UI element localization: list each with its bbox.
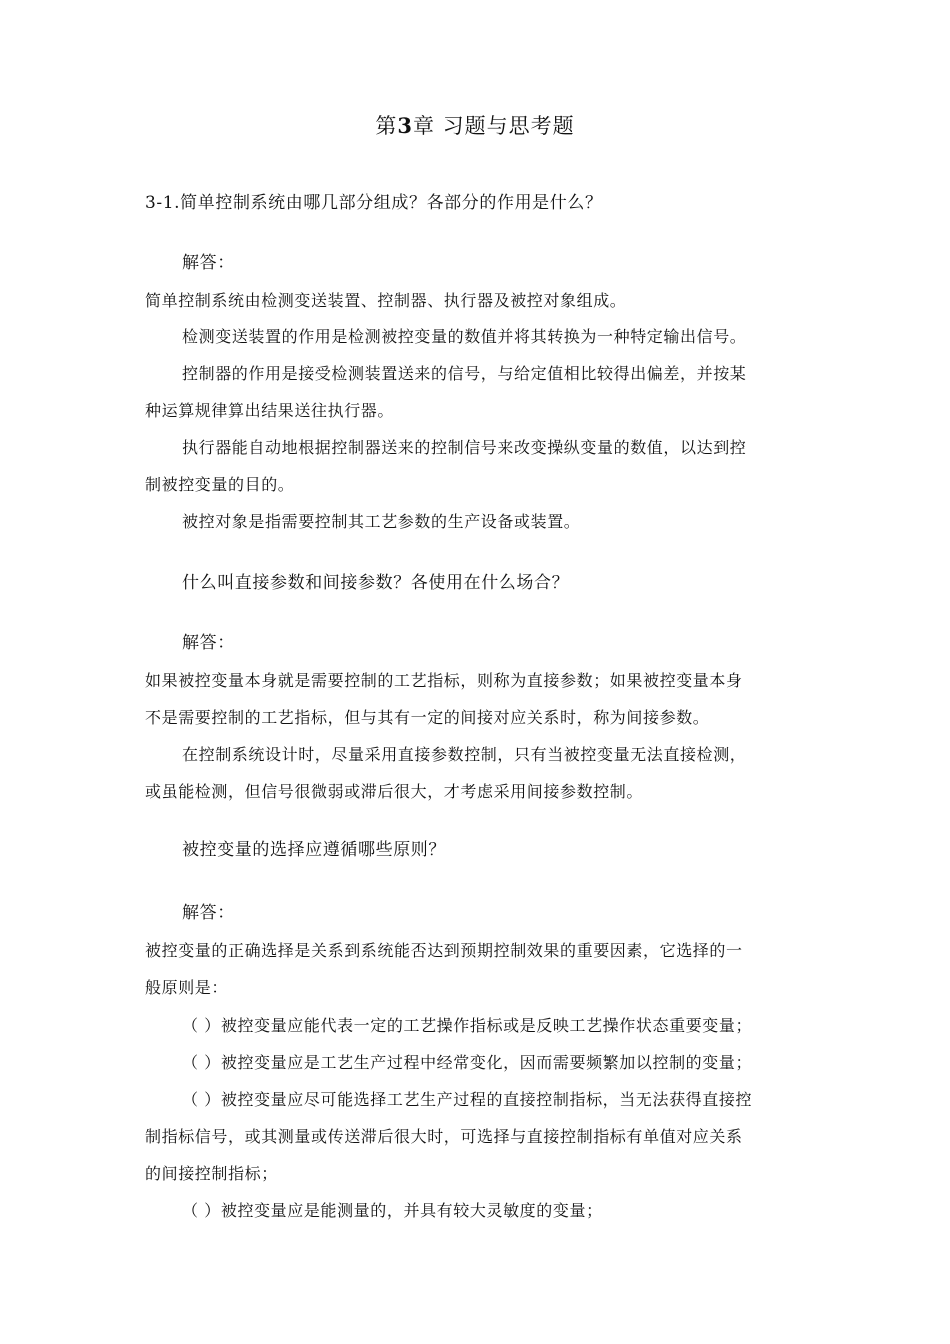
question-3-1: 3-1.简单控制系统由哪几部分组成？各部分的作用是什么？ <box>145 193 603 213</box>
paragraph-line: 执行器能自动地根据控制器送来的控制信号来改变操纵变量的数值，以达到控 <box>182 438 747 457</box>
list-item: （ ）被控变量应能代表一定的工艺操作指标或是反映工艺操作状态重要变量； <box>182 1016 753 1035</box>
paragraph-line: 种运算规律算出结果送往执行器。 <box>145 401 395 420</box>
paragraph-line: 不是需要控制的工艺指标，但与其有一定的间接对应关系时，称为间接参数。 <box>145 708 710 727</box>
paragraph-line: 控制器的作用是接受检测装置送来的信号，与给定值相比较得出偏差，并按某 <box>182 364 747 383</box>
paragraph-line: 般原则是： <box>145 978 229 997</box>
list-item: （ ）被控变量应是能测量的，并具有较大灵敏度的变量； <box>182 1201 603 1220</box>
paragraph-line: 被控对象是指需要控制其工艺参数的生产设备或装置。 <box>182 512 581 531</box>
answer-label: 解答： <box>182 633 235 653</box>
paragraph-line: 或虽能检测，但信号很微弱或滞后很大，才考虑采用间接参数控制。 <box>145 782 644 801</box>
paragraph-line: 被控变量的正确选择是关系到系统能否达到预期控制效果的重要因素，它选择的一 <box>145 941 743 960</box>
list-item: （ ）被控变量应尽可能选择工艺生产过程的直接控制指标，当无法获得直接控 <box>182 1090 753 1109</box>
paragraph-line: 在控制系统设计时，尽量采用直接参数控制，只有当被控变量无法直接检测， <box>182 745 747 764</box>
chapter-title <box>0 110 950 140</box>
chapter-number: 3 <box>397 113 413 138</box>
paragraph-line: 制指标信号，或其测量或传送滞后很大时，可选择与直接控制指标有单值对应关系 <box>145 1127 743 1146</box>
chapter-title-text: 章 习题与思考题 <box>412 114 575 138</box>
paragraph-line: 制被控变量的目的。 <box>145 475 295 494</box>
paragraph-line: 简单控制系统由检测变送装置、控制器、执行器及被控对象组成。 <box>145 291 627 310</box>
question-heading: 什么叫直接参数和间接参数？各使用在什么场合？ <box>182 573 570 593</box>
paragraph-line: 的间接控制指标； <box>145 1164 278 1183</box>
answer-label: 解答： <box>182 903 235 923</box>
chapter-title-prefix: 第 <box>375 114 398 138</box>
question-heading: 被控变量的选择应遵循哪些原则？ <box>182 840 446 860</box>
list-item: （ ）被控变量应是工艺生产过程中经常变化，因而需要频繁加以控制的变量； <box>182 1053 753 1072</box>
paragraph-line: 检测变送装置的作用是检测被控变量的数值并将其转换为一种特定输出信号。 <box>182 327 747 346</box>
answer-label: 解答： <box>182 253 235 273</box>
paragraph-line: 如果被控变量本身就是需要控制的工艺指标，则称为直接参数；如果被控变量本身 <box>145 671 743 690</box>
